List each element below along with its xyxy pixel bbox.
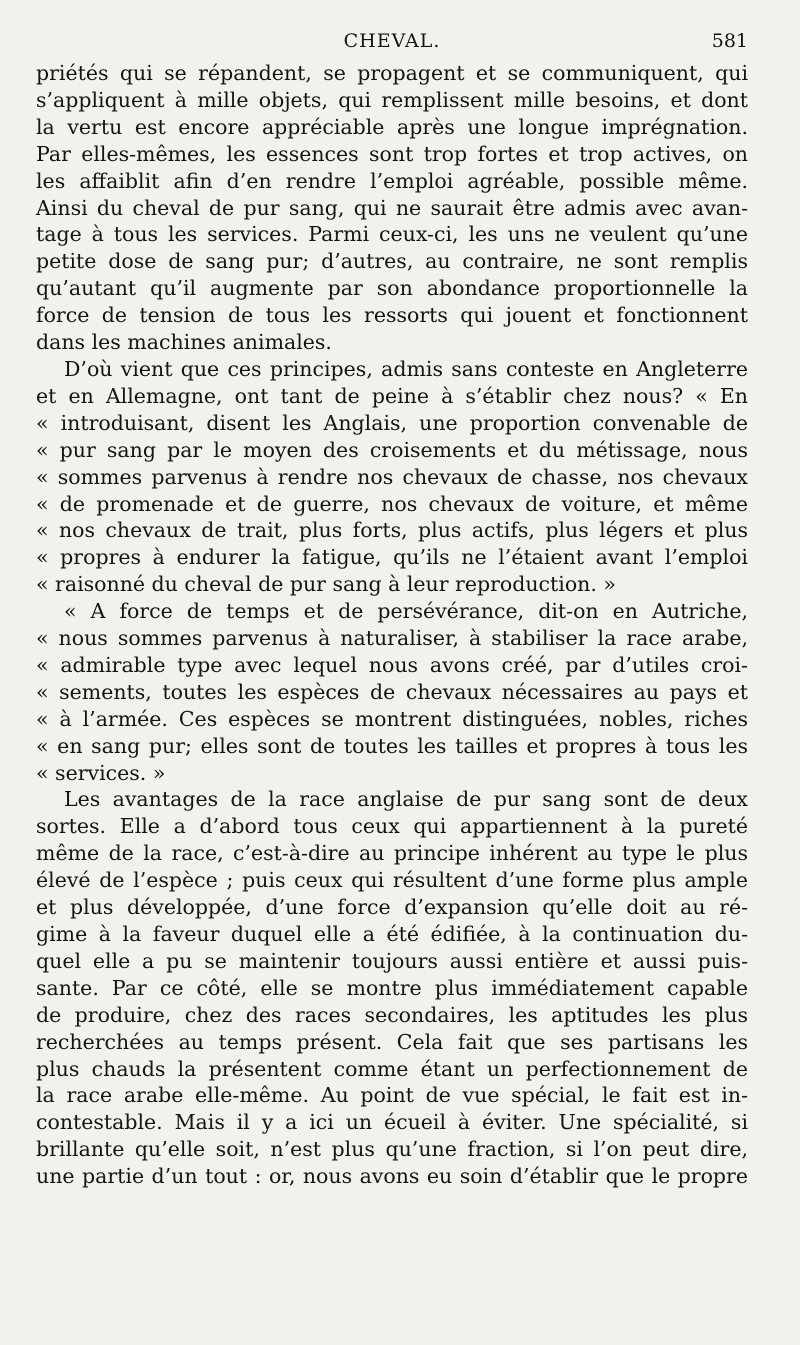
text-line: « nous sommes parvenus à naturaliser, à stabiliser la race arabe, [36, 626, 748, 651]
text-line: petite dose de sang pur; d’autres, au contraire, ne sont remplis [36, 249, 748, 274]
text-line: sortes. Elle a d’abord tous ceux qui appartiennent à la pureté [36, 814, 748, 839]
text-line: gime à la faveur duquel elle a été édifiée, à la continuation du- [36, 922, 748, 946]
text-line: et en Allemagne, ont tant de peine à s’établir chez nous? « En [36, 383, 748, 408]
text-line: « pur sang par le moyen des croisements et du métissage, nous [36, 437, 748, 462]
text-line: les affaiblit afin d’en rendre l’emploi agréable, possible même. [36, 168, 748, 193]
text-line: « en sang pur; elles sont de toutes les tailles et propres à tous les [36, 733, 748, 758]
text-line: une partie d’un tout : or, nous avons eu soin d’établir que le propre [36, 1164, 748, 1189]
page-number: 581 [711, 30, 748, 52]
text-line: force de tension de tous les ressorts qui jouent et fonctionnent [36, 303, 748, 328]
text-line: plus chauds la présentent comme étant un perfectionnement de [36, 1056, 748, 1081]
text-line: sante. Par ce côté, elle se montre plus immédiatement capable [36, 975, 748, 1000]
text-line: Ainsi du cheval de pur sang, qui ne saurait être admis avec avan- [36, 195, 748, 220]
text-line: s’appliquent à mille objets, qui remplissent mille besoins, et dont [36, 87, 748, 112]
text-line: même de la race, c’est-à-dire au principe inhérent au type le plus [36, 841, 748, 866]
text-line: dans les machines animales. [36, 330, 332, 355]
text-line: « à l’armée. Ces espèces se montrent distinguées, nobles, riches [36, 706, 748, 731]
text-line: quel elle a pu se maintenir toujours aussi entière et aussi puis- [36, 948, 748, 973]
text-line: recherchées au temps présent. Cela fait que ses partisans les [36, 1029, 748, 1054]
text-line: « sommes parvenus à rendre nos chevaux de chasse, nos chevaux [36, 464, 748, 489]
text-line: D’où vient que ces principes, admis sans conteste en Angleterre [64, 356, 748, 381]
body-text [36, 60, 748, 1190]
text-line: « services. » [36, 760, 166, 785]
running-title: CHEVAL. [343, 30, 441, 52]
text-line: « sements, toutes les espèces de chevaux nécessaires au pays et [36, 679, 748, 704]
text-line: qu’autant qu’il augmente par son abondance proportionnelle la [36, 276, 748, 301]
text-line: élevé de l’espèce ; puis ceux qui résultent d’une forme plus ample [36, 868, 748, 893]
page-header [36, 30, 748, 60]
text-line: « admirable type avec lequel nous avons créé, par d’utiles croi- [36, 652, 748, 677]
text-line: la vertu est encore appréciable après une longue imprégnation. [36, 114, 748, 139]
text-line: brillante qu’elle soit, n’est plus qu’une fraction, si l’on peut dire, [36, 1137, 748, 1162]
text-line: « propres à endurer la fatigue, qu’ils ne l’étaient avant l’emploi [36, 545, 748, 570]
text-line: Par elles-mêmes, les essences sont trop fortes et trop actives, on [36, 141, 748, 166]
text-line: tage à tous les services. Parmi ceux-ci, les uns ne veulent qu’une [36, 222, 748, 247]
text-line: « A force de temps et de persévérance, dit-on en Autriche, [64, 599, 748, 624]
text-line: « raisonné du cheval de pur sang à leur reproduction. » [36, 572, 616, 597]
text-line: « introduisant, disent les Anglais, une proportion convenable de [36, 410, 748, 435]
text-line: « de promenade et de guerre, nos chevaux de voiture, et même [36, 491, 748, 516]
text-line: de produire, chez des races secondaires, les aptitudes les plus [36, 1002, 748, 1027]
text-line: contestable. Mais il y a ici un écueil à éviter. Une spécialité, si [36, 1110, 748, 1135]
text-line: Les avantages de la race anglaise de pur sang sont de deux [64, 787, 748, 812]
text-line: la race arabe elle-même. Au point de vue spécial, le fait est in- [36, 1083, 748, 1108]
text-line: priétés qui se répandent, se propagent et se communiquent, qui [36, 61, 748, 85]
text-line: et plus développée, d’une force d’expansion qu’elle doit au ré- [36, 895, 748, 920]
text-line: « nos chevaux de trait, plus forts, plus actifs, plus légers et plus [36, 518, 748, 543]
